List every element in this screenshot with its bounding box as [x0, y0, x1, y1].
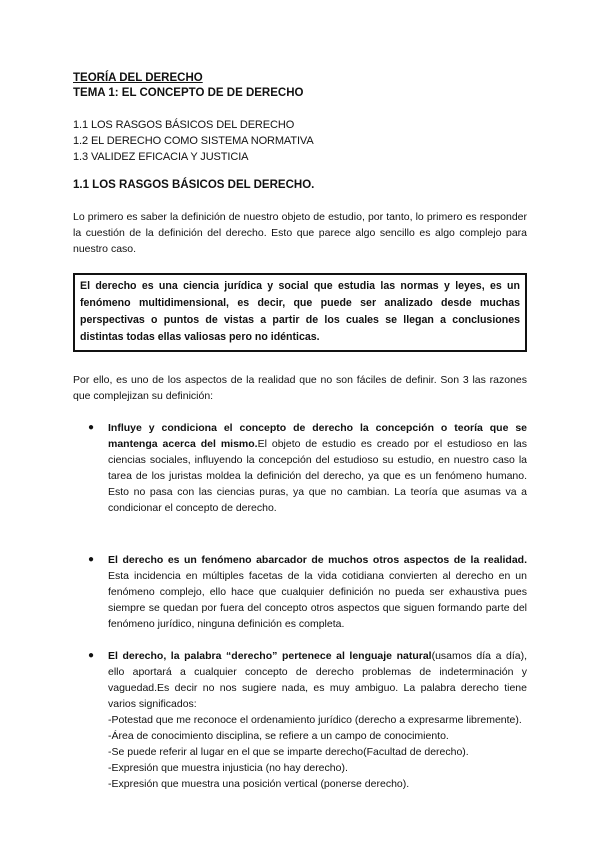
list-item-bold: El derecho, la palabra “derecho” pertenece al lenguaje natural: [108, 650, 432, 662]
reasons-list: [73, 420, 527, 792]
bullet-icon: ●: [88, 650, 95, 661]
meaning-item: -Expresión que muestra injusticia (no hay derecho).: [108, 762, 348, 774]
list-item: [73, 648, 527, 792]
meaning-item: -Potestad que me reconoce el ordenamiento jurídico (derecho a expresarme libremente).: [108, 714, 522, 726]
meaning-item: -Se puede referir al lugar en el que se imparte derecho(Facultad de derecho).: [108, 746, 469, 758]
list-item-text: (usamos día a día), ello aportará a cualquier concepto de derecho problemas de indeterminación y vaguedad.Es decir no nos sugiere nada, es muy ambiguo. La palabra derecho tiene varios significados:: [108, 650, 527, 710]
list-item: [73, 552, 527, 632]
document-subtitle: TEMA 1: EL CONCEPTO DE DE DERECHO: [73, 87, 304, 99]
document-title: TEORÍA DEL DERECHO: [73, 72, 203, 84]
lead-in-paragraph: Por ello, es uno de los aspectos de la realidad que no son fáciles de definir. Son 3 las razones que complejizan su definición:: [73, 374, 527, 402]
bullet-icon: ●: [88, 554, 95, 565]
intro-paragraph: Lo primero es saber la definición de nuestro objeto de estudio, por tanto, lo primero es responder la cuestión de la definición del derecho. Esto que parece algo sencillo es algo complejo para nuestro caso.: [73, 211, 527, 255]
list-item: [73, 420, 527, 516]
toc-item: 1.3 VALIDEZ EFICACIA Y JUSTICIA: [73, 151, 249, 163]
meaning-item: -Área de conocimiento disciplina, se refiere a un campo de conocimiento.: [108, 730, 449, 742]
table-of-contents: [73, 117, 527, 165]
section-heading: 1.1 LOS RASGOS BÁSICOS DEL DERECHO.: [73, 179, 315, 191]
definition-box: El derecho es una ciencia jurídica y social que estudia las normas y leyes, es un fenómeno multidimensional, es decir, que puede ser analizado desde muchas perspectivas o puntos de vistas a partir de los cuales se llegan a conclusiones distintas todas ellas valiosas pero no idénticas.: [73, 273, 527, 352]
toc-item: 1.2 EL DERECHO COMO SISTEMA NORMATIVA: [73, 135, 314, 147]
list-item-bold: Influye y condiciona el concepto de derecho la concepción o teoría que se mantenga acerca del mismo.: [108, 422, 527, 450]
list-item-text: El objeto de estudio es creado por el estudioso en las ciencias sociales, influyendo la concepción del estudioso su estudio, en nuestro caso la tarea de los juristas moldea la definición del derecho, ya que es un fenómeno humano. Esto no pasa con las ciencias puras, ya que no cambian. La teoría que asumas va a condicionar el concepto de derecho.: [108, 438, 528, 514]
list-item-bold: El derecho es un fenómeno abarcador de muchos otros aspectos de la realidad.: [108, 554, 527, 566]
toc-item: 1.1 LOS RASGOS BÁSICOS DEL DERECHO: [73, 119, 295, 131]
meaning-item: -Expresión que muestra una posición vertical (ponerse derecho).: [108, 778, 410, 790]
bullet-icon: ●: [88, 422, 95, 433]
list-item-text: Esta incidencia en múltiples facetas de la vida cotidiana convierten al derecho en un fenómeno complejo, ello hace que cualquier definición no pueda ser exhaustiva pues siempre se quedan por fuera del concepto otros aspectos que siguen formando parte del fenómeno jurídico, ninguna definición es completa.: [108, 570, 527, 630]
